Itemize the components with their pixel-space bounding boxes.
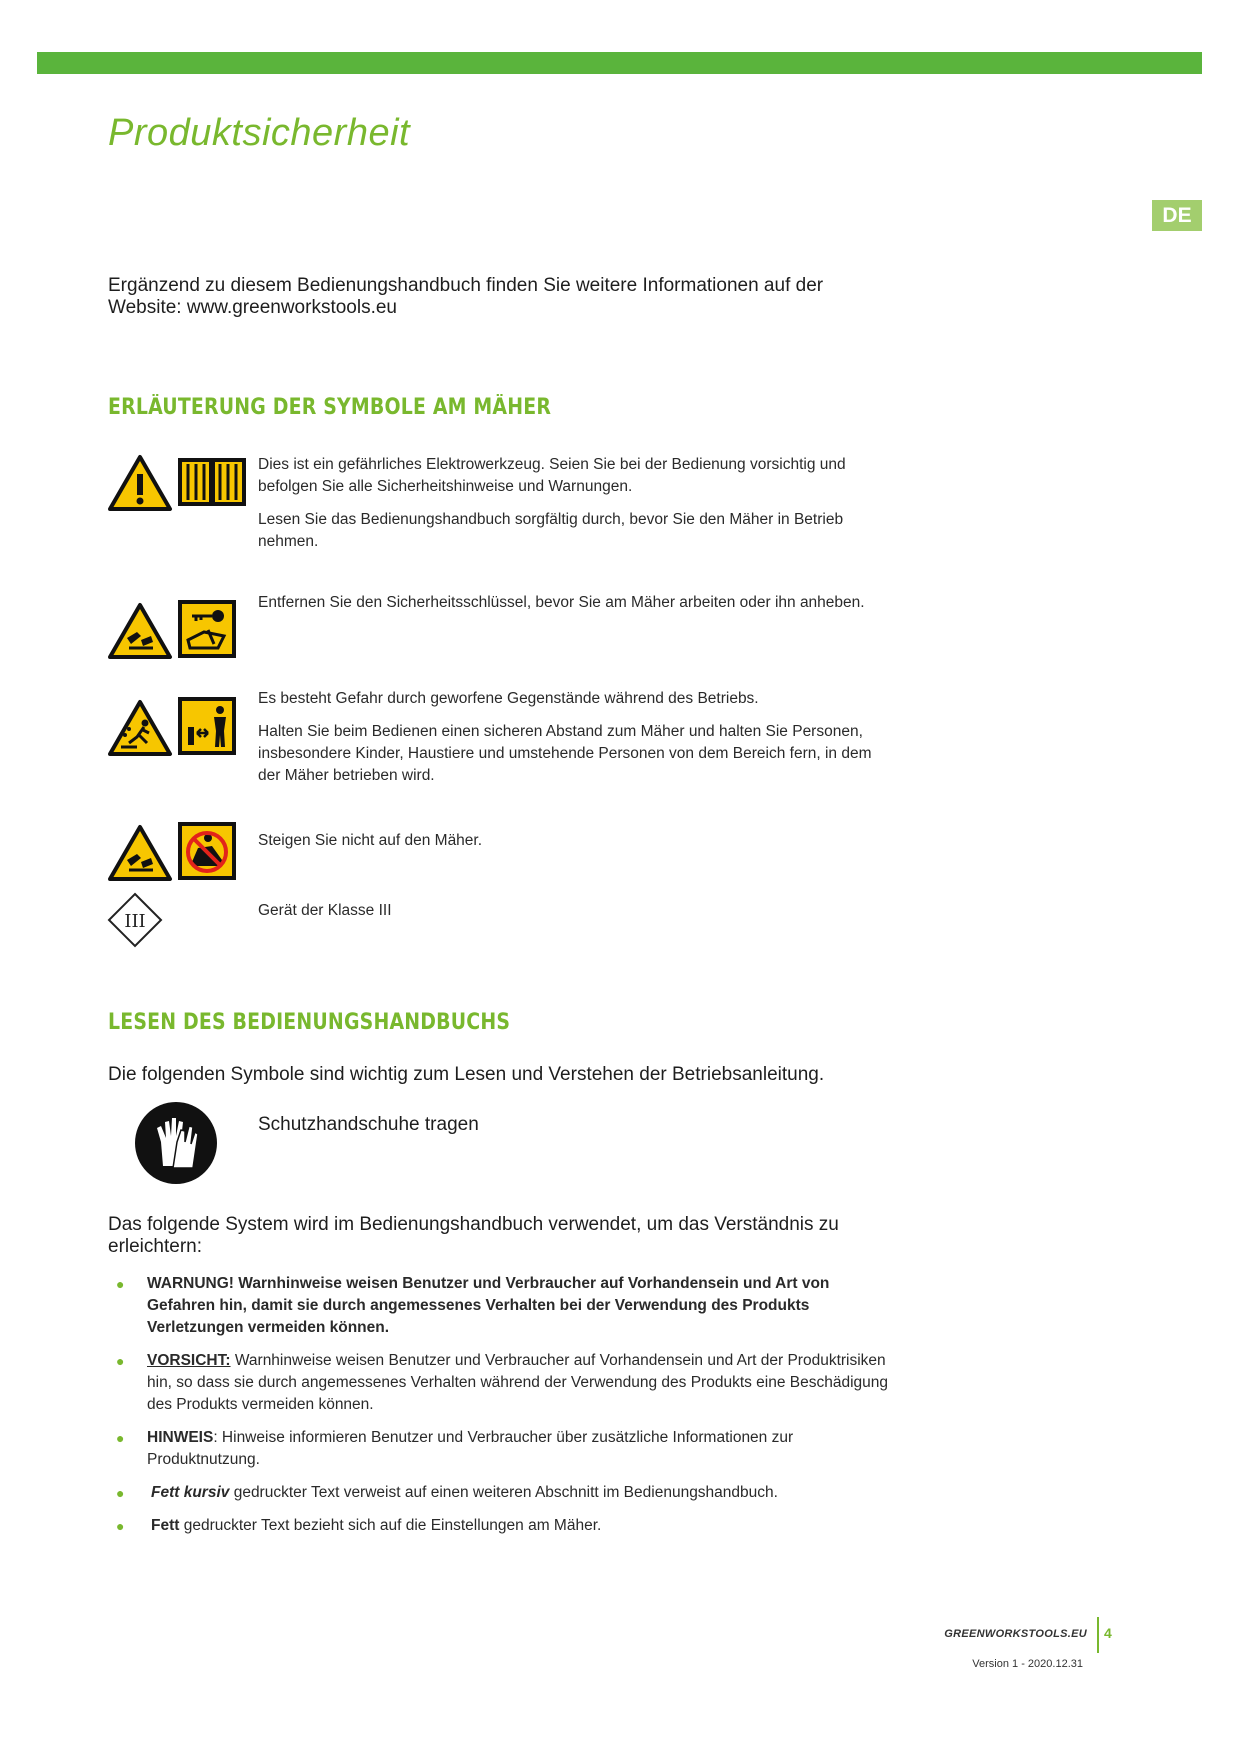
list-item: [108, 1273, 898, 1339]
bullet-icon: ●: [116, 1353, 125, 1369]
bullet-icon: ●: [116, 1276, 125, 1292]
note-text: gedruckter Text verweist auf einen weiteren Abschnitt im Bedienungshandbuch.: [229, 1484, 778, 1501]
language-badge: DE: [1152, 200, 1202, 231]
symbol-row-2-line-1: Entfernen Sie den Sicherheitsschlüssel, bevor Sie am Mäher arbeiten oder ihn anheben.: [258, 594, 865, 611]
bullet-icon: ●: [116, 1485, 125, 1501]
read-manual-icon: [178, 456, 246, 513]
symbol-row-1-text: [258, 454, 883, 564]
keep-distance-icon: [178, 697, 236, 760]
note-text: Warnhinweise weisen Benutzer und Verbraucher auf Vorhandensein und Art der Produktrisiken hin, so dass sie durch angemessenes Verhalten während der Verwendung des Produkts eine Beschädigung des Produkts vermeiden können.: [147, 1352, 889, 1413]
list-item: [108, 1350, 898, 1416]
symbol-row-2-text: [258, 592, 883, 625]
symbol-row-1-line-1: Dies ist ein gefährliches Elektrowerkzeug. Seien Sie bei der Bedienung vorsichtig und befolgen Sie alle Sicherheitshinweise und Warnungen.: [258, 456, 846, 495]
symbol-row-4-text: [258, 830, 883, 863]
class-iii-label: III: [124, 911, 146, 932]
no-riding-icon: [178, 822, 236, 885]
gloves-text: Schutzhandschuhe tragen: [258, 1114, 479, 1135]
footer-version: Version 1 - 2020.12.31: [972, 1658, 1083, 1670]
note-label: Fett: [151, 1517, 180, 1534]
blade-hazard-icon: [107, 824, 173, 887]
remove-key-icon: [178, 600, 236, 663]
manual-intro: Die folgenden Symbole sind wichtig zum Lesen und Verstehen der Betriebsanleitung.: [108, 1064, 825, 1085]
footer-site: GREENWORKSTOOLS.EU: [944, 1628, 1087, 1640]
bullet-icon: ●: [116, 1518, 125, 1534]
symbol-row-3-line-2: Halten Sie beim Bedienen einen sicheren Abstand zum Mäher und halten Sie Personen, insbesondere Kinder, Haustiere und umstehende Personen von dem Bereich fern, in dem der Mäher betrieben wird.: [258, 723, 872, 784]
symbol-row-4-line-1: Steigen Sie nicht auf den Mäher.: [258, 832, 483, 849]
bullet-icon: ●: [116, 1430, 125, 1446]
note-label: HINWEIS: [147, 1429, 214, 1446]
note-label: VORSICHT:: [147, 1352, 231, 1369]
symbol-row-1-line-2: Lesen Sie das Bedienungshandbuch sorgfältig durch, bevor Sie den Mäher in Betrieb nehmen.: [258, 511, 844, 550]
symbol-row-5-line-1: Gerät der Klasse III: [258, 902, 392, 919]
note-text: Warnhinweise weisen Benutzer und Verbraucher auf Vorhandensein und Art von Gefahren hin, damit sie durch angemessenes Verhalten bei der Verwendung des Produkts Verletzungen vermeiden können.: [147, 1275, 830, 1336]
footer-divider: [1097, 1617, 1099, 1653]
warning-triangle-icon: [107, 454, 173, 517]
list-item: [108, 1427, 898, 1471]
top-green-bar: [37, 52, 1202, 74]
note-text: : Hinweise informieren Benutzer und Verbraucher über zusätzliche Informationen zur Produktnutzung.: [147, 1429, 794, 1468]
system-intro: Das folgende System wird im Bedienungshandbuch verwendet, um das Verständnis zu erleichtern:: [108, 1214, 839, 1257]
list-item: [108, 1515, 898, 1537]
blade-hazard-icon: [107, 602, 173, 665]
list-item: [108, 1482, 898, 1504]
intro-text: Ergänzend zu diesem Bedienungshandbuch finden Sie weitere Informationen auf der Website: www.greenworkstools.eu: [108, 275, 824, 318]
note-label: Fett kursiv: [151, 1484, 230, 1501]
symbol-row-5-text: [258, 900, 883, 933]
symbol-row-3-line-1: Es besteht Gefahr durch geworfene Gegenstände während des Betriebs.: [258, 690, 759, 707]
gloves-icon: [133, 1100, 219, 1191]
symbols-heading: ERLÄUTERUNG DER SYMBOLE AM MÄHER: [108, 395, 552, 420]
note-label: WARNUNG!: [147, 1275, 234, 1292]
symbol-row-3-text: [258, 688, 883, 798]
note-text: gedruckter Text bezieht sich auf die Einstellungen am Mäher.: [179, 1517, 602, 1534]
class-iii-icon: [107, 892, 163, 953]
page-number: 4: [1104, 1625, 1112, 1641]
page-title: Produktsicherheit: [108, 112, 411, 154]
thrown-objects-icon: [107, 699, 173, 762]
manual-heading: LESEN DES BEDIENUNGSHANDBUCHS: [108, 1010, 511, 1035]
notes-list: [108, 1273, 898, 1548]
